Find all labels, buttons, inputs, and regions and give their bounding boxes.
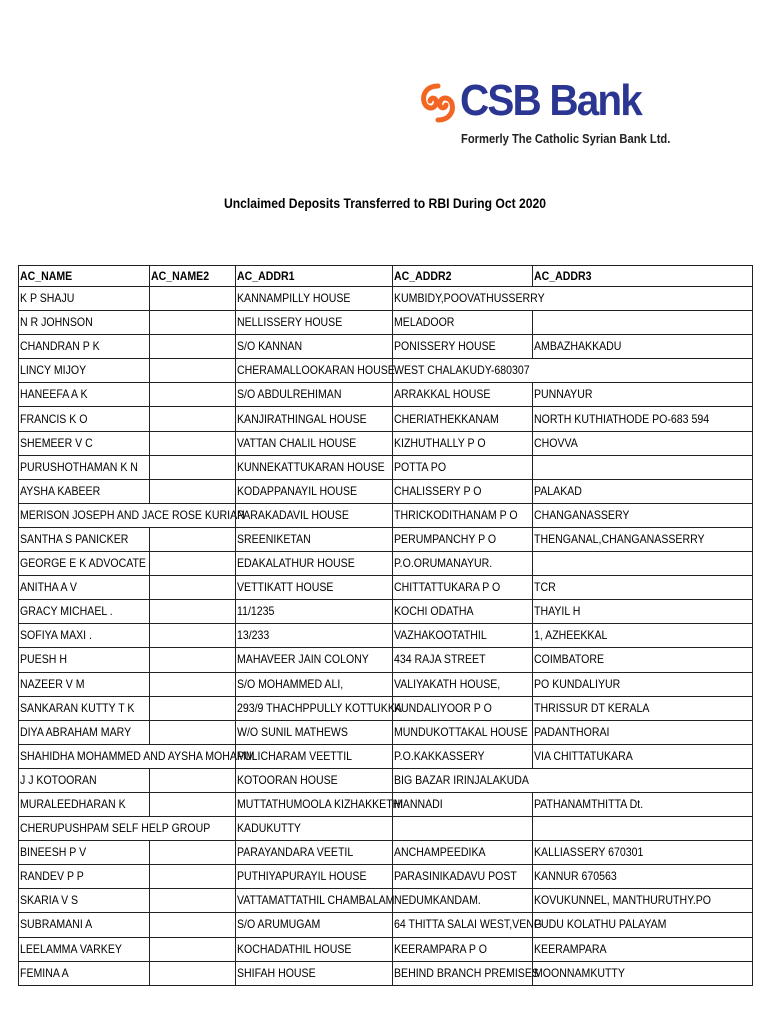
table-cell: S/O KANNAN xyxy=(236,335,393,359)
table-cell: 1, AZHEEKKAL xyxy=(533,624,753,648)
column-header: AC_NAME2 xyxy=(150,266,236,287)
table-cell: VATTAMATTATHIL CHAMBALAM xyxy=(236,889,393,913)
table-cell: VETTIKATT HOUSE xyxy=(236,576,393,600)
table-cell: MANNADI xyxy=(393,792,533,816)
table-row xyxy=(19,792,753,816)
table-cell: CHANDRAN P K xyxy=(19,335,150,359)
table-cell: KOCHADATHIL HOUSE xyxy=(236,937,393,961)
table-row xyxy=(19,720,753,744)
table-cell: CHITTATTUKARA P O xyxy=(393,576,533,600)
table-cell: NORTH KUTHIATHODE PO-683 594 xyxy=(533,407,753,431)
table-cell: CHALISSERY P O xyxy=(393,479,533,503)
table-cell xyxy=(150,913,236,937)
table-row xyxy=(19,479,753,503)
table-cell: CHANGANASSERY xyxy=(533,503,753,527)
table-row xyxy=(19,359,753,383)
table-row xyxy=(19,841,753,865)
table-cell: S/O ABDULREHIMAN xyxy=(236,383,393,407)
table-cell: KUNNEKATTUKARAN HOUSE xyxy=(236,455,393,479)
table-cell xyxy=(150,792,236,816)
table-cell: BEHIND BRANCH PREMISES xyxy=(393,961,533,985)
table-cell: AMBAZHAKKADU xyxy=(533,335,753,359)
table-row xyxy=(19,961,753,985)
table-cell xyxy=(533,817,753,841)
table-cell: WEST CHALAKUDY-680307 xyxy=(393,359,533,383)
table-cell: KOCHI ODATHA xyxy=(393,600,533,624)
table-cell xyxy=(150,335,236,359)
table-cell: MOONNAMKUTTY xyxy=(533,961,753,985)
table-cell: 64 THITTA SALAI WEST,VENG xyxy=(393,913,533,937)
column-header: AC_ADDR2 xyxy=(393,266,533,287)
table-cell: FRANCIS K O xyxy=(19,407,150,431)
table-row xyxy=(19,937,753,961)
table-cell xyxy=(150,287,236,311)
table-cell xyxy=(150,552,236,576)
table-cell: PARAYANDARA VEETIL xyxy=(236,841,393,865)
table-cell: VATTAN CHALIL HOUSE xyxy=(236,431,393,455)
table-cell: S/O MOHAMMED ALI, xyxy=(236,672,393,696)
table-cell: NEDUMKANDAM. xyxy=(393,889,533,913)
csb-logo-mark-icon xyxy=(418,82,458,124)
table-row xyxy=(19,744,753,768)
table-cell: NAZEER V M xyxy=(19,672,150,696)
table-cell: TCR xyxy=(533,576,753,600)
table-cell: K P SHAJU xyxy=(19,287,150,311)
column-header: AC_ADDR3 xyxy=(533,266,753,287)
table-cell: PERUMPANCHY P O xyxy=(393,527,533,551)
table-cell xyxy=(533,359,753,383)
table-cell: KALLIASSERY 670301 xyxy=(533,841,753,865)
table-cell xyxy=(150,865,236,889)
table-row xyxy=(19,311,753,335)
table-cell: KOVUKUNNEL, MANTHURUTHY.PO xyxy=(533,889,753,913)
table-cell: KODAPPANAYIL HOUSE xyxy=(236,479,393,503)
table-cell: P.O.KAKKASSERY xyxy=(393,744,533,768)
table-row xyxy=(19,648,753,672)
table-header-row xyxy=(19,266,753,287)
table-cell: 434 RAJA STREET xyxy=(393,648,533,672)
table-cell: THENGANAL,CHANGANASSERRY xyxy=(533,527,753,551)
table-cell: SHEMEER V C xyxy=(19,431,150,455)
table-cell xyxy=(533,455,753,479)
table-cell: PO KUNDALIYUR xyxy=(533,672,753,696)
table-cell xyxy=(150,407,236,431)
table-cell xyxy=(150,359,236,383)
table-row xyxy=(19,817,753,841)
table-cell: CHERIATHEKKANAM xyxy=(393,407,533,431)
table-cell: RANDEV P P xyxy=(19,865,150,889)
table-cell: ANITHA A V xyxy=(19,576,150,600)
table-row xyxy=(19,335,753,359)
table-cell xyxy=(393,817,533,841)
table-row xyxy=(19,624,753,648)
table-cell: PARAKADAVIL HOUSE xyxy=(236,503,393,527)
table-cell: SKARIA V S xyxy=(19,889,150,913)
table-cell xyxy=(150,937,236,961)
table-cell: NELLISSERY HOUSE xyxy=(236,311,393,335)
table-cell: GRACY MICHAEL . xyxy=(19,600,150,624)
table-cell: PADANTHORAI xyxy=(533,720,753,744)
table-cell xyxy=(150,576,236,600)
table-row xyxy=(19,455,753,479)
table-cell: MERISON JOSEPH AND JACE ROSE KURIAN xyxy=(19,503,150,527)
table-row xyxy=(19,552,753,576)
table-row xyxy=(19,383,753,407)
table-cell: VIA CHITTATUKARA xyxy=(533,744,753,768)
table-cell: PURUSHOTHAMAN K N xyxy=(19,455,150,479)
table-cell: KEERAMPARA P O xyxy=(393,937,533,961)
table-cell: COIMBATORE xyxy=(533,648,753,672)
table-cell xyxy=(150,383,236,407)
table-cell: 293/9 THACHPPULLY KOTTUKKA xyxy=(236,696,393,720)
table-row xyxy=(19,576,753,600)
table-row xyxy=(19,503,753,527)
table-cell: GEORGE E K ADVOCATE xyxy=(19,552,150,576)
table-cell: ANCHAMPEEDIKA xyxy=(393,841,533,865)
table-cell xyxy=(533,287,753,311)
table-cell xyxy=(150,455,236,479)
table-row xyxy=(19,287,753,311)
table-cell: MURALEEDHARAN K xyxy=(19,792,150,816)
table-cell: SANTHA S PANICKER xyxy=(19,527,150,551)
table-cell: THAYIL H xyxy=(533,600,753,624)
brand-name: CSB Bank xyxy=(460,76,641,125)
table-cell: ARRAKKAL HOUSE xyxy=(393,383,533,407)
table-cell: KUMBIDY,POOVATHUSSERRY xyxy=(393,287,533,311)
table-cell xyxy=(533,552,753,576)
table-cell xyxy=(150,720,236,744)
table-cell: CHOVVA xyxy=(533,431,753,455)
table-cell: THRISSUR DT KERALA xyxy=(533,696,753,720)
brand-tagline: Formerly The Catholic Syrian Bank Ltd. xyxy=(461,131,671,146)
table-cell: MUTTATHUMOOLA KIZHAKKETHI xyxy=(236,792,393,816)
table-cell: KIZHUTHALLY P O xyxy=(393,431,533,455)
table-cell xyxy=(150,648,236,672)
table-cell: S/O ARUMUGAM xyxy=(236,913,393,937)
table-cell: PUNNAYUR xyxy=(533,383,753,407)
table-cell: 13/233 xyxy=(236,624,393,648)
table-cell: FEMINA A xyxy=(19,961,150,985)
table-cell: MELADOOR xyxy=(393,311,533,335)
bank-logo xyxy=(418,76,671,150)
table-row xyxy=(19,672,753,696)
table-cell: KANNAMPILLY HOUSE xyxy=(236,287,393,311)
table-row xyxy=(19,768,753,792)
table-cell: W/O SUNIL MATHEWS xyxy=(236,720,393,744)
table-cell: PUESH H xyxy=(19,648,150,672)
table-cell: SHAHIDHA MOHAMMED AND AYSHA MOHAMM xyxy=(19,744,150,768)
table-cell xyxy=(150,696,236,720)
table-cell: PUTHIYAPURAYIL HOUSE xyxy=(236,865,393,889)
table-row xyxy=(19,696,753,720)
table-cell xyxy=(533,768,753,792)
table-cell: SOFIYA MAXI . xyxy=(19,624,150,648)
table-cell: THRICKODITHANAM P O xyxy=(393,503,533,527)
column-header: AC_ADDR1 xyxy=(236,266,393,287)
table-cell xyxy=(150,768,236,792)
table-cell: LINCY MIJOY xyxy=(19,359,150,383)
table-cell: EDAKALATHUR HOUSE xyxy=(236,552,393,576)
table-row xyxy=(19,431,753,455)
table-cell: MAHAVEER JAIN COLONY xyxy=(236,648,393,672)
table-row xyxy=(19,600,753,624)
table-cell xyxy=(150,527,236,551)
table-cell: LEELAMMA VARKEY xyxy=(19,937,150,961)
table-cell: SHIFAH HOUSE xyxy=(236,961,393,985)
table-cell: BIG BAZAR IRINJALAKUDA xyxy=(393,768,533,792)
table-cell: N R JOHNSON xyxy=(19,311,150,335)
table-cell: KEERAMPARA xyxy=(533,937,753,961)
table-cell: VALIYAKATH HOUSE, xyxy=(393,672,533,696)
table-cell: SANKARAN KUTTY T K xyxy=(19,696,150,720)
table-cell: PATHANAMTHITTA Dt. xyxy=(533,792,753,816)
table-cell: POTTA PO xyxy=(393,455,533,479)
page-title: Unclaimed Deposits Transferred to RBI During Oct 2020 xyxy=(223,196,547,211)
table-cell xyxy=(150,841,236,865)
table-cell: KADUKUTTY xyxy=(236,817,393,841)
table-cell: MUNDUKOTTAKAL HOUSE xyxy=(393,720,533,744)
deposits-table xyxy=(18,265,753,986)
table-cell: PULICHARAM VEETTIL xyxy=(236,744,393,768)
table-cell: PONISSERY HOUSE xyxy=(393,335,533,359)
table-cell: KOTOORAN HOUSE xyxy=(236,768,393,792)
table-row xyxy=(19,889,753,913)
table-cell xyxy=(150,600,236,624)
table-cell: VAZHAKOOTATHIL xyxy=(393,624,533,648)
table-cell: AYSHA KABEER xyxy=(19,479,150,503)
table-cell: CHERUPUSHPAM SELF HELP GROUP xyxy=(19,817,150,841)
table-cell xyxy=(150,624,236,648)
table-cell: DIYA ABRAHAM MARY xyxy=(19,720,150,744)
table-cell: BINEESH P V xyxy=(19,841,150,865)
table-cell: PARASINIKADAVU POST xyxy=(393,865,533,889)
table-cell: KANJIRATHINGAL HOUSE xyxy=(236,407,393,431)
table-cell xyxy=(150,431,236,455)
table-cell: SREENIKETAN xyxy=(236,527,393,551)
column-header: AC_NAME xyxy=(19,266,150,287)
table-cell xyxy=(150,479,236,503)
table-cell xyxy=(533,311,753,335)
table-cell xyxy=(150,961,236,985)
table-row xyxy=(19,527,753,551)
table-cell: PUDU KOLATHU PALAYAM xyxy=(533,913,753,937)
table-row xyxy=(19,865,753,889)
table-cell: P.O.ORUMANAYUR. xyxy=(393,552,533,576)
table-cell: KUNDALIYOOR P O xyxy=(393,696,533,720)
table-cell xyxy=(150,672,236,696)
table-row xyxy=(19,407,753,431)
table-cell: CHERAMALLOOKARAN HOUSE xyxy=(236,359,393,383)
table-cell xyxy=(150,889,236,913)
table-cell: 11/1235 xyxy=(236,600,393,624)
table-cell: PALAKAD xyxy=(533,479,753,503)
table-cell: J J KOTOORAN xyxy=(19,768,150,792)
table-row xyxy=(19,913,753,937)
table-cell: HANEEFA A K xyxy=(19,383,150,407)
table-cell: SUBRAMANI A xyxy=(19,913,150,937)
table-cell: KANNUR 670563 xyxy=(533,865,753,889)
table-cell xyxy=(150,311,236,335)
